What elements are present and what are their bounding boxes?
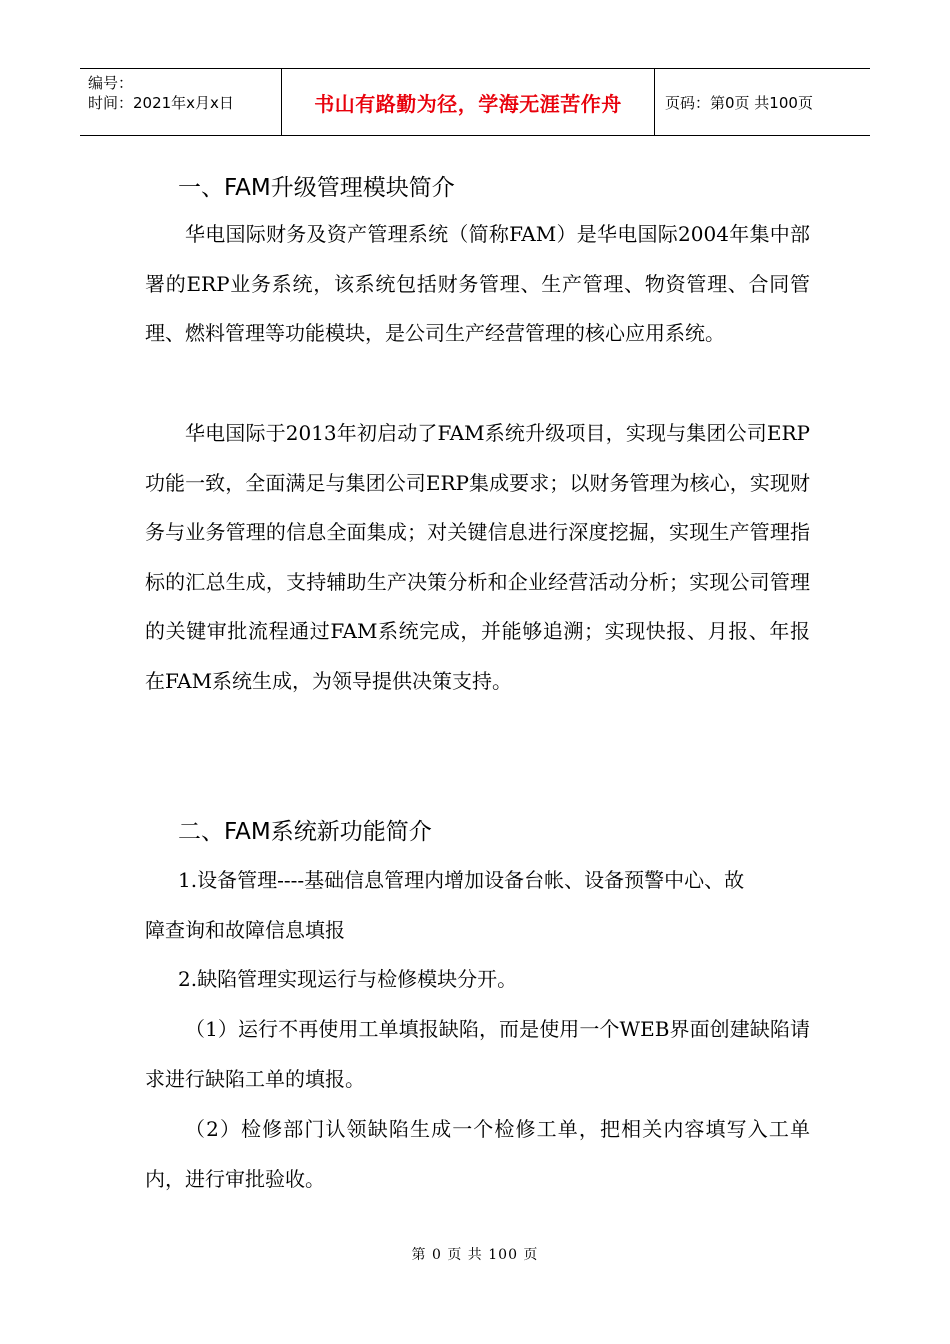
page-footer: 第 0 页 共 100 页 <box>411 1247 539 1263</box>
sub-item-1: （1）运行不再使用工单填报缺陷，而是使用一个WEB界面创建缺陷请求进行缺陷工单的填报。 <box>145 1017 810 1091</box>
section-1-title: 一、FAM升级管理模块简介 <box>178 175 455 201</box>
item-1-line-1: 1.设备管理----基础信息管理内增加设备台帐、设备预警中心、故 <box>178 868 745 892</box>
section-2-title: 二、FAM系统新功能简介 <box>178 819 432 845</box>
item-1-line-2: 障查询和故障信息填报 <box>145 918 345 942</box>
date-label: 时间：2021年x月x日 <box>88 94 234 112</box>
header-meta <box>80 69 282 135</box>
header-motto: 书山有路勤为径，学海无涯苦作舟 <box>282 69 655 135</box>
section-1-paragraph-1: 华电国际财务及资产管理系统（简称FAM）是华电国际2004年集中部署的ERP业务系统，该系统包括财务管理、生产管理、物资管理、合同管理、燃料管理等功能模块，是公司生产经营管理的核心应用系统。 <box>145 222 810 345</box>
sub-item-2: （2）检修部门认领缺陷生成一个检修工单，把相关内容填写入工单内，进行审批验收。 <box>145 1117 810 1191</box>
header-page-label: 页码：第0页 共100页 <box>665 93 813 112</box>
document-header <box>80 68 870 136</box>
item-2: 2.缺陷管理实现运行与检修模块分开。 <box>178 967 518 991</box>
section-1-paragraph-2: 华电国际于2013年初启动了FAM系统升级项目，实现与集团公司ERP功能一致，全面满足与集团公司ERP集成要求；以财务管理为核心，实现财务与业务管理的信息全面集成；对关键信息进行深度挖掘，实现生产管理指标的汇总生成，支持辅助生产决策分析和企业经营活动分析；实现公司管理的关键审批流程通过FAM系统完成，并能够追溯；实现快报、月报、年报在FAM系统生成，为领导提供决策支持。 <box>145 421 810 693</box>
number-label: 编号： <box>88 74 134 92</box>
